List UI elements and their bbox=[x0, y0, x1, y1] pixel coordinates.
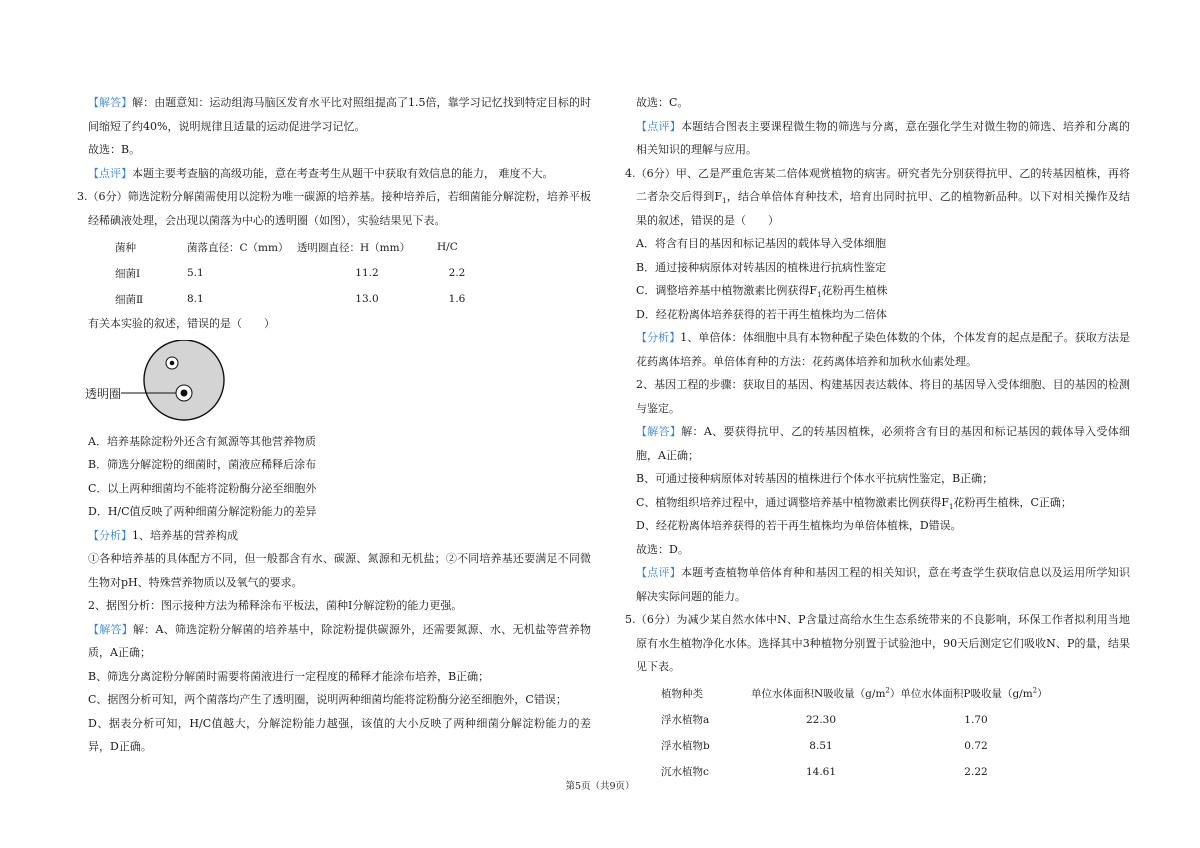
table-header: H/C bbox=[437, 241, 458, 253]
comment-tag: 【点评】 bbox=[88, 166, 132, 180]
header-text: ） bbox=[1037, 688, 1048, 700]
table-cell: 13.0 bbox=[355, 293, 379, 305]
comment-4 bbox=[625, 561, 1130, 608]
table-row bbox=[661, 733, 1061, 759]
colony-1 bbox=[170, 360, 175, 365]
table-header-row bbox=[115, 234, 477, 260]
q5-table bbox=[661, 681, 1061, 785]
table-cell: 5.1 bbox=[187, 267, 204, 279]
analysis-4-line2: 2、基因工程的步骤：获取目的基因、构建基因表达载体、将目的基因导入受体细胞、目的基因的检测与鉴定。 bbox=[636, 378, 1130, 415]
table-header-row bbox=[661, 681, 1061, 707]
colony-2 bbox=[181, 389, 188, 396]
table-cell: 11.2 bbox=[355, 267, 379, 279]
answer-2 bbox=[77, 91, 591, 138]
superscript: 2 bbox=[885, 686, 890, 695]
answer-2-choice: 故选：B。 bbox=[88, 143, 141, 156]
answer-4-choice: 故选：D。 bbox=[636, 542, 689, 556]
table-cell: 细菌Ⅰ bbox=[115, 267, 141, 280]
analysis-3-line3: 2、据图分析：图示接种方法为稀释涂布平板法，菌种Ⅰ分解淀粉的能力更强。 bbox=[88, 599, 463, 612]
question-3-stem: 3.（6分）筛选淀粉分解菌需使用以淀粉为唯一碳源的培养基。接种培养后，若细菌能分解淀粉，培养平板经稀碘液处理，会出现以菌落为中心的透明圈（如图），实验结果见下表。 bbox=[77, 190, 591, 227]
option-text: C．调整培养基中植物激素比例获得F bbox=[636, 284, 818, 297]
header-text: ） bbox=[889, 688, 901, 700]
option-c: C．以上两种细菌均不能将淀粉酶分泌至细胞外 bbox=[88, 481, 317, 495]
answer-text-rest: 花粉再生植株，C正确； bbox=[953, 495, 1072, 509]
analysis-tag: 【分析】 bbox=[88, 528, 132, 542]
comment-text: 本题结合图表主要课程微生物的筛选与分离，意在强化学生对微生物的筛选、培养和分离的相关知识的理解与应用。 bbox=[636, 119, 1131, 156]
petri-dish-figure bbox=[77, 340, 591, 424]
question-5-stem: 5.（6分）为减少某自然水体中N、P含量过高给水生生态系统带来的不良影响，环保工作者拟利用当地原有水生植物净化水体。选择其中3种植物分别置于试验池中，90天后测定它们吸收N、P的量，结果见下表。 bbox=[625, 613, 1130, 673]
table-cell: 0.72 bbox=[964, 739, 988, 752]
table-cell: 细菌Ⅱ bbox=[115, 293, 144, 306]
comment-tag: 【点评】 bbox=[636, 566, 681, 579]
answer-tag: 【解答】 bbox=[88, 622, 134, 636]
fig-label-clear-zone: 透明圈 bbox=[85, 386, 122, 401]
option-a: A．培养基除淀粉外还含有氮源等其他营养物质 bbox=[88, 434, 316, 448]
analysis-4 bbox=[625, 326, 1130, 373]
answer-tag: 【解答】 bbox=[636, 425, 682, 438]
answer-3-c: C、据图分析可知，两个菌落均产生了透明圈，说明两种细菌均能将淀粉酶分泌至细胞外，C错误； bbox=[88, 693, 567, 706]
table-row bbox=[115, 260, 477, 286]
q3-table bbox=[115, 234, 477, 312]
question-3-prompt: 有关本实验的叙述，错误的是（ ） bbox=[88, 317, 275, 330]
option-d: D．H/C值反映了两种细菌分解淀粉能力的差异 bbox=[88, 505, 317, 518]
q4-option-d: D．经花粉离体培养获得的若干再生植株均为二倍体 bbox=[636, 307, 887, 321]
table-header: 透明圈直径：H（mm） bbox=[297, 241, 411, 254]
analysis-3-line2: ①各种培养基的具体配方不同，但一般都含有水、碳源、氮源和无机盐；②不同培养基还要满足不同微生物对pH、特殊营养物质以及氧气的要求。 bbox=[88, 552, 591, 589]
answer-3 bbox=[77, 618, 591, 665]
table-header: 菌落直径：C（mm） bbox=[187, 241, 289, 254]
answer-tag: 【解答】 bbox=[88, 96, 133, 109]
left-column bbox=[77, 91, 591, 759]
table-cell: 2.2 bbox=[448, 267, 466, 279]
petri-dish-svg bbox=[77, 340, 277, 424]
table-cell: 8.1 bbox=[187, 293, 204, 305]
stem-text: 4.（6分）甲、乙是严重危害某二倍体观赏植物的病害。研究者先分别获得抗甲、乙的转基因植株，再将二者杂交后得到F bbox=[625, 166, 1130, 203]
answer-3-b: B、筛选分离淀粉分解菌时需要将菌液进行一定程度的稀释才能涂布培养，B正确； bbox=[88, 669, 490, 683]
answer-3-choice: 故选：C。 bbox=[636, 96, 689, 109]
answer-text: 解：由题意知：运动组海马脑区发育水平比对照组提高了1.5倍，靠学习记忆找到特定目标的时间缩短了约40%，说明规律且适量的运动促进学习记忆。 bbox=[88, 96, 591, 133]
subscript: 1 bbox=[817, 291, 822, 300]
table-cell: 1.6 bbox=[448, 293, 466, 305]
option-b: B．筛选分解淀粉的细菌时，菌液应稀释后涂布 bbox=[88, 458, 317, 471]
analysis-3 bbox=[77, 524, 591, 548]
q4-option-a: A．将含有目的基因和标记基因的载体导入受体细胞 bbox=[636, 237, 886, 250]
answer-text: 解：A、筛选淀粉分解菌的培养基中，除淀粉提供碳源外，还需要氮源、水、无机盐等营养物质，A正确； bbox=[88, 622, 591, 659]
answer-text: 解：A、要获得抗甲、乙的转基因植株，必须将含有目的基因和标记基因的载体导入受体细胞，A正确； bbox=[636, 425, 1130, 462]
table-cell: 1.70 bbox=[964, 713, 988, 726]
answer-4-c bbox=[625, 491, 1130, 515]
comment-text: 本题主要考查脑的高级功能，意在考查考生从题干中获取有效信息的能力， 难度不大。 bbox=[132, 166, 554, 180]
subscript: 1 bbox=[722, 197, 727, 206]
comment-tag: 【点评】 bbox=[636, 119, 681, 133]
right-column bbox=[625, 91, 1130, 785]
superscript: 2 bbox=[1032, 686, 1038, 695]
table-cell: 浮水植物b bbox=[661, 740, 710, 752]
header-text: 单位水体面积P吸收量（g/m bbox=[900, 688, 1033, 700]
table-cell: 沉水植物c bbox=[661, 766, 709, 778]
analysis-line: 1、培养基的营养构成 bbox=[132, 528, 238, 542]
q4-option-b: B．通过接种病原体对转基因的植株进行抗病性鉴定 bbox=[636, 260, 887, 274]
answer-4-d: D、经花粉离体培养获得的若干再生植株均为单倍体植株，D错误。 bbox=[636, 519, 962, 532]
table-header: 菌种 bbox=[115, 241, 136, 254]
table-cell: 14.61 bbox=[805, 765, 837, 778]
stem-text-rest: ，结合单倍体育种技术，培育出同时抗甲、乙的植物新品种。以下对相关操作及结果的叙述，错误的是（ ） bbox=[636, 190, 1131, 227]
option-text-rest: 花粉再生植株 bbox=[821, 284, 888, 297]
answer-text: C、植物组织培养过程中，通过调整培养基中植物激素比例获得F bbox=[636, 495, 950, 509]
table-cell: 8.51 bbox=[809, 739, 833, 752]
header-text: 单位水体面积N吸收量（g/m bbox=[751, 688, 886, 700]
table-header: 植物种类 bbox=[661, 688, 703, 700]
analysis-line: 1、单倍体：体细胞中具有本物种配子染色体数的个体，个体发育的起点是配子。获取方法是花药离体培养。单倍体育种的方法：花药离体培养和加秋水仙素处理。 bbox=[636, 331, 1131, 368]
comment-text: 本题考查植物单倍体育种和基因工程的相关知识，意在考查学生获取信息以及运用所学知识解决实际问题的能力。 bbox=[636, 566, 1131, 603]
answer-4-b: B、可通过接种病原体对转基因的植株进行个体水平抗病性鉴定，B正确； bbox=[636, 472, 994, 485]
table-cell: 浮水植物a bbox=[661, 714, 710, 726]
q4-option-c bbox=[625, 279, 1130, 303]
answer-3-d: D、据表分析可知，H/C值越大，分解淀粉能力越强，该值的大小反映了两种细菌分解淀粉能力的差异，D正确。 bbox=[88, 716, 591, 753]
page-footer: 第5页（共9页） bbox=[565, 781, 635, 792]
question-4-stem bbox=[625, 162, 1130, 233]
table-cell: 2.22 bbox=[964, 765, 988, 778]
table-header bbox=[751, 681, 1061, 707]
table-cell: 22.30 bbox=[805, 713, 837, 726]
comment-2 bbox=[77, 162, 591, 186]
plate-circle bbox=[144, 340, 224, 420]
comment-3 bbox=[625, 115, 1130, 162]
subscript: 1 bbox=[949, 502, 954, 511]
answer-4 bbox=[625, 420, 1130, 467]
table-row bbox=[115, 286, 477, 312]
analysis-tag: 【分析】 bbox=[636, 331, 681, 344]
table-row bbox=[661, 707, 1061, 733]
